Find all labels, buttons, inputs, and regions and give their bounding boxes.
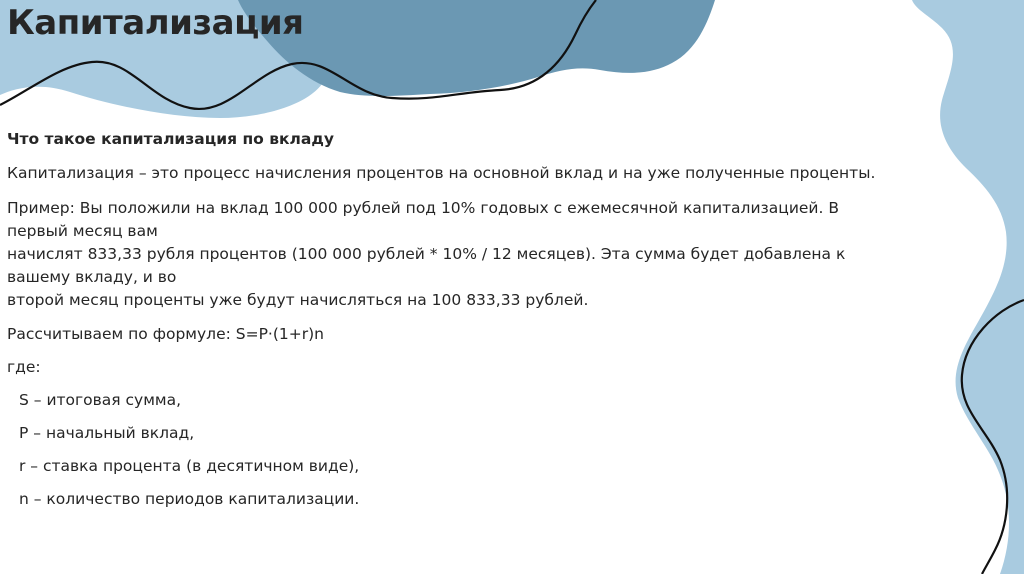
- variables-list: [7, 389, 887, 511]
- variable-item: r – ставка процента (в десятичном виде),: [19, 457, 360, 475]
- section-heading: Что такое капитализация по вкладу: [7, 130, 334, 148]
- variable-item: P – начальный вклад,: [19, 424, 195, 442]
- variable-item: n – количество периодов капитализации.: [19, 490, 360, 508]
- slide-body: [7, 128, 887, 521]
- example-paragraph: [7, 197, 887, 312]
- example-line: второй месяц проценты уже будут начисляться на 100 833,33 рублей.: [7, 291, 589, 309]
- definition-paragraph: Капитализация – это процесс начисления процентов на основной вклад и на уже полученные проценты.: [7, 164, 876, 182]
- example-line: Пример: Вы положили на вклад 100 000 рублей под 10% годовых с ежемесячной капитализацией. В первый месяц вам: [7, 199, 839, 240]
- slide-title: Капитализация: [7, 3, 304, 43]
- example-line: начислят 833,33 рубля процентов (100 000 рублей * 10% / 12 месяцев). Эта сумма будет добавлена к вашему вкладу, и во: [7, 245, 846, 286]
- formula-paragraph: Рассчитываем по формуле: S=P·(1+r)n: [7, 325, 324, 343]
- where-label: где:: [7, 358, 41, 376]
- variable-item: S – итоговая сумма,: [19, 391, 182, 409]
